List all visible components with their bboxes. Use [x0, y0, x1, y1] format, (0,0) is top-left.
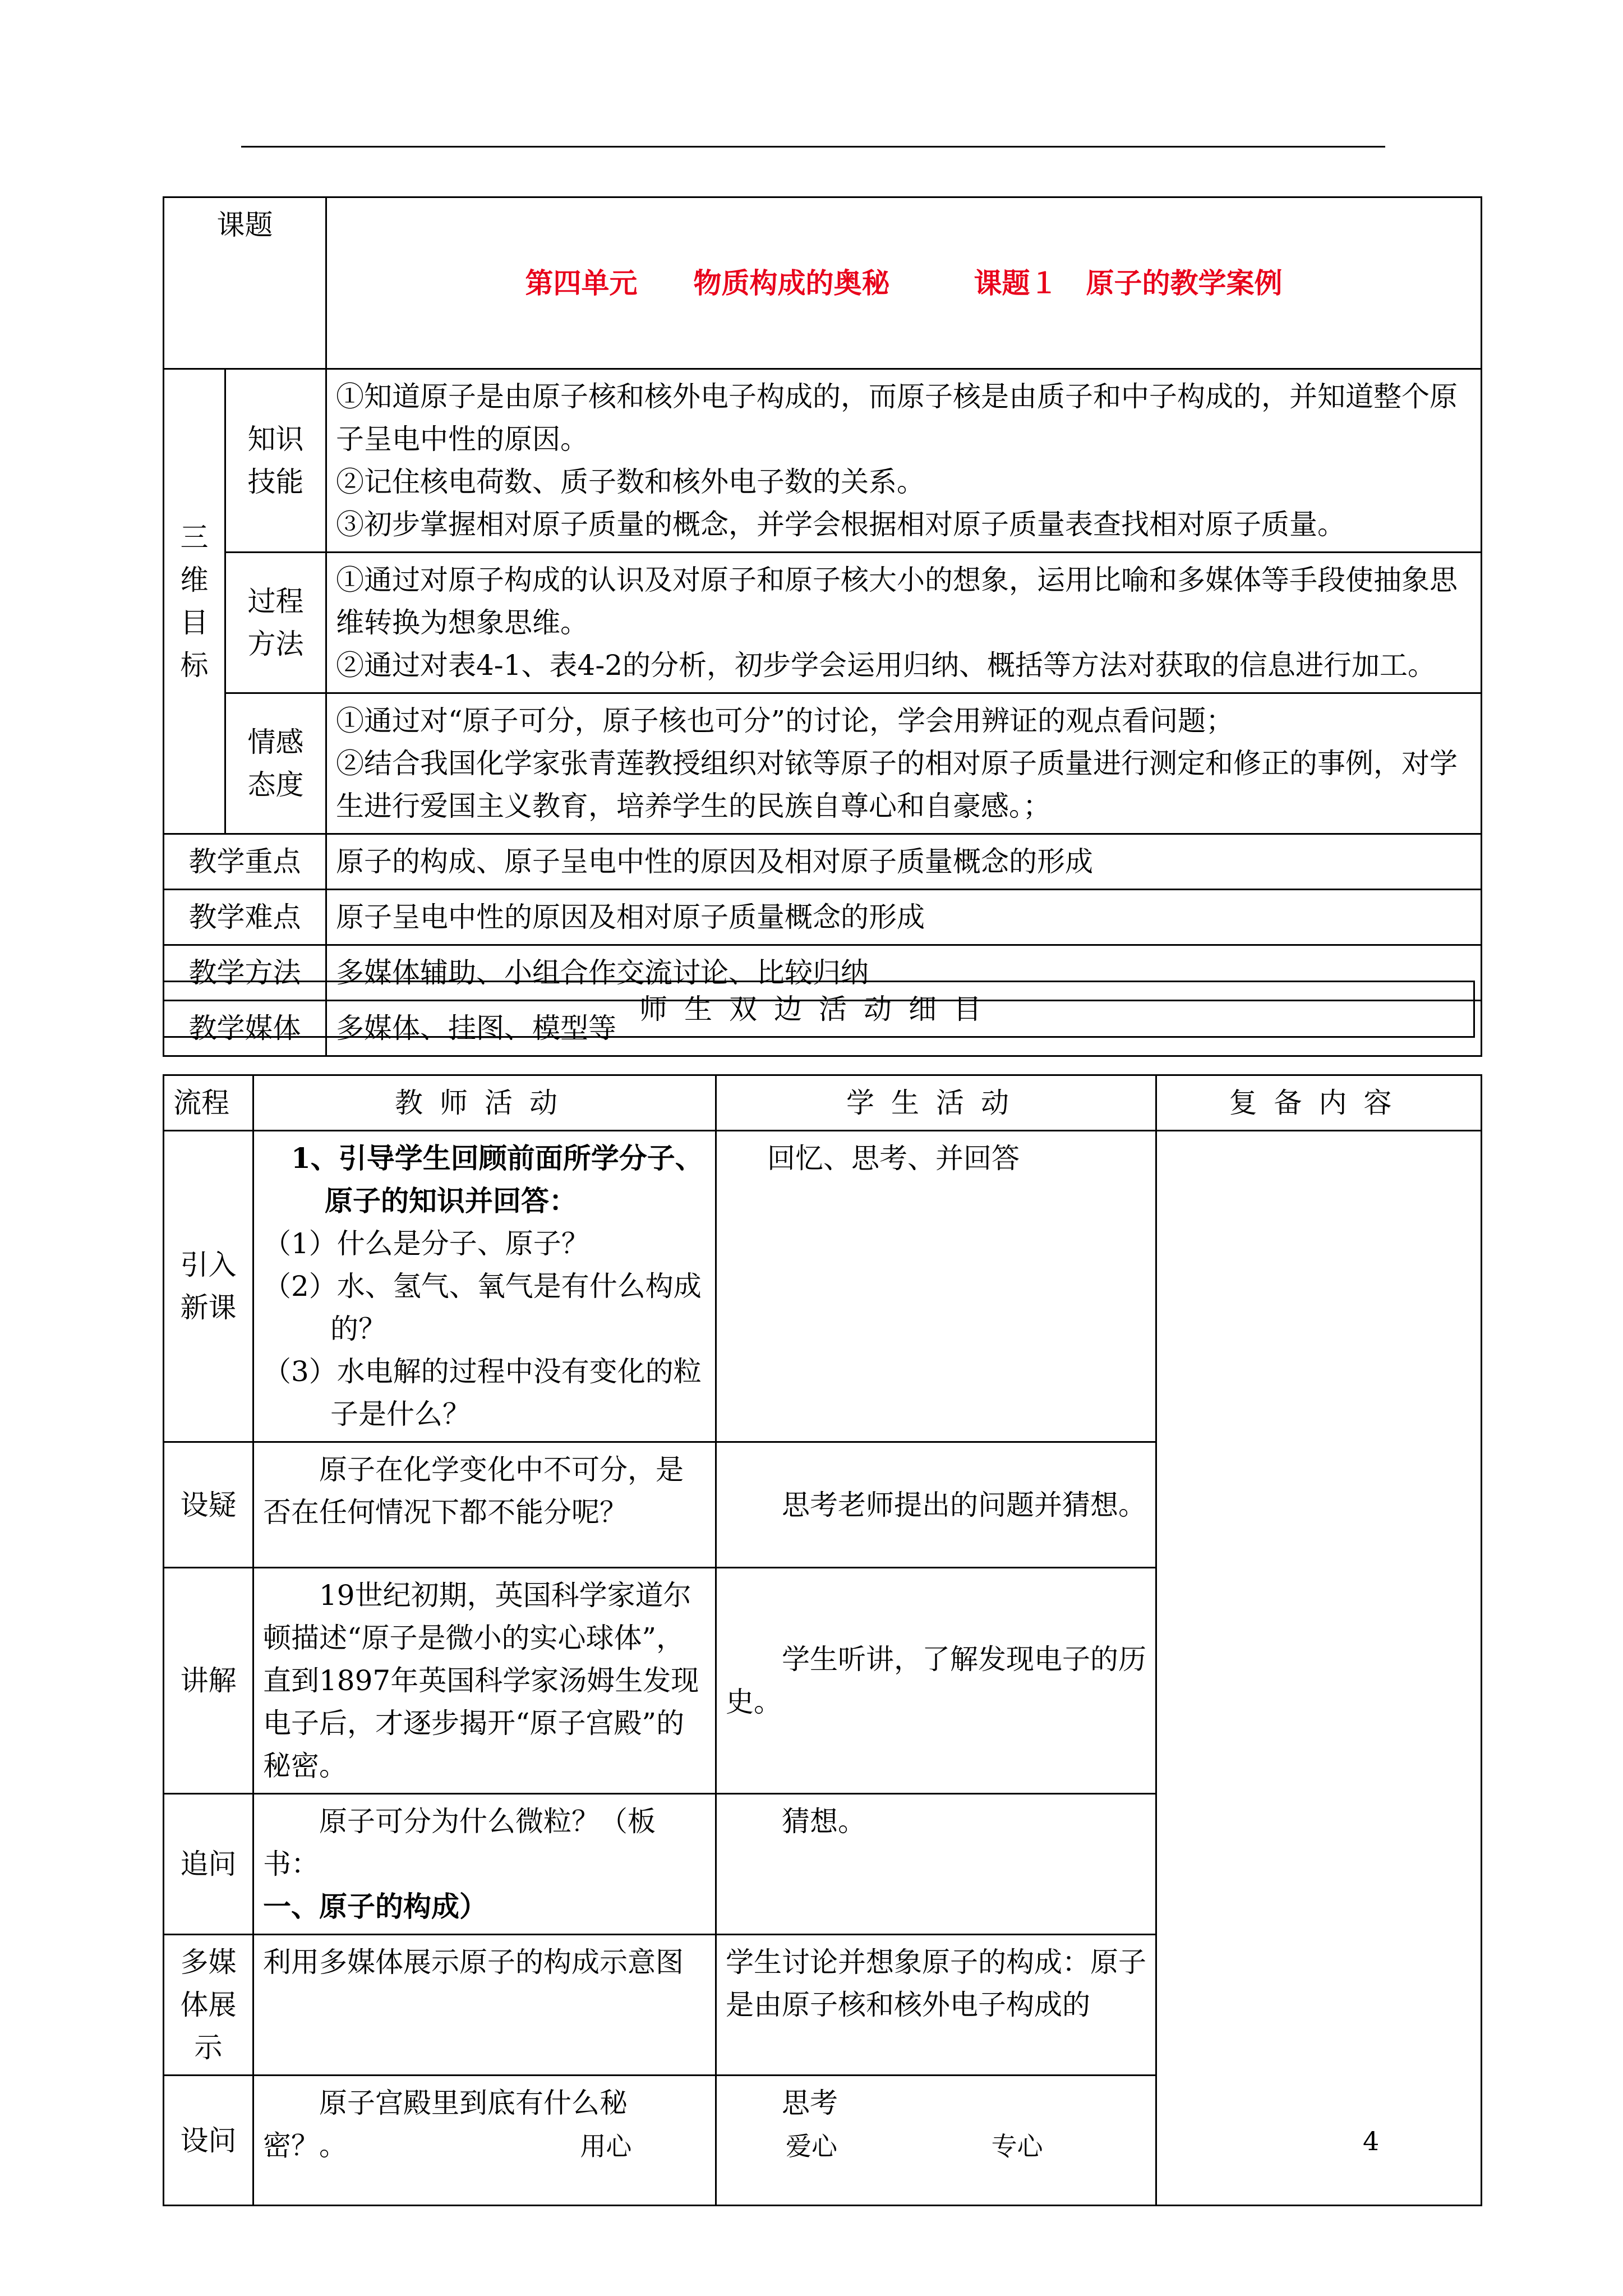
- flow-cell: 设疑: [164, 1442, 253, 1568]
- teacher-text: 原子宫殿里到底有什么秘密？。: [263, 2087, 628, 2162]
- page-number: 4: [1363, 2126, 1380, 2156]
- footer-motto: [0, 2126, 1623, 2163]
- footer-word-3: 专心: [991, 2131, 1043, 2161]
- teacher-text: 19世纪初期，英国科学家道尔顿描述“原子是微小的实心球体”，直到1897年英国科学家汤姆生发现电子后，才逐步揭开“原子宫殿”的秘密。: [263, 1579, 699, 1782]
- teacher-cell: [253, 1131, 716, 1442]
- knowledge-line-3: ③初步掌握相对原子质量的概念，并学会根据相对原子质量表查找相对原子质量。: [336, 508, 1345, 541]
- emotion-line-1: ①通过对“原子可分，原子核也可分”的讨论，学会用辨证的观点看问题；: [336, 705, 1234, 737]
- key-point-value: 原子的构成、原子呈电中性的原因及相对原子质量概念的形成: [326, 834, 1482, 890]
- teacher-item-2: （2）水、氢气、氧气是有什么构成的？: [263, 1270, 702, 1345]
- teacher-item-3: （3）水电解的过程中没有变化的粒子是什么？: [263, 1355, 702, 1430]
- knowledge-label: 知识技能: [225, 369, 326, 553]
- difficulty-label: 教学难点: [164, 890, 326, 945]
- col-teacher-header: 教师活动: [253, 1075, 716, 1131]
- activity-table: [163, 1074, 1482, 2206]
- review-cell: [1156, 1131, 1482, 2206]
- method-value: 多媒体辅助、小组合作交流讨论、比较归纳: [326, 945, 1482, 1001]
- emotion-content: [326, 693, 1482, 834]
- knowledge-line-1: ①知道原子是由原子核和核外电子构成的，而原子核是由质子和中子构成的，并知道整个原子呈电中性的原因。: [336, 380, 1458, 455]
- teacher-lead: 1、引导学生回顾前面所学分子、原子的知识并回答：: [291, 1142, 703, 1217]
- teacher-cell: [253, 1935, 716, 2076]
- knowledge-line-2: ②记住核电荷数、质子数和核外电子数的关系。: [336, 466, 925, 498]
- flow-cell: 追问: [164, 1794, 253, 1935]
- col-review-header: 复备内容: [1156, 1075, 1482, 1131]
- course-info-table: [163, 196, 1482, 1057]
- topic-title: 第四单元 物质构成的奥秘 课题１ 原子的教学案例: [326, 197, 1482, 369]
- media-value: 多媒体、挂图、模型等: [326, 1001, 1482, 1056]
- teacher-item-1: （1）什么是分子、原子？: [263, 1227, 589, 1260]
- student-cell: [716, 1794, 1156, 1935]
- process-label: 过程方法: [225, 553, 326, 693]
- student-text: 思考: [782, 2087, 838, 2119]
- col-student-header: 学生活动: [716, 1075, 1156, 1131]
- media-label: 教学媒体: [164, 1001, 326, 1056]
- activity-header-table: [163, 981, 1475, 1038]
- emotion-label: 情感态度: [225, 693, 326, 834]
- process-line-1: ①通过对原子构成的认识及对原子和原子核大小的想象，运用比喻和多媒体等手段使抽象思维转换为想象思维。: [336, 564, 1458, 639]
- teacher-bold-text: 一、原子的构成）: [263, 1890, 487, 1923]
- process-content: [326, 553, 1482, 693]
- footer-word-2: 爱心: [786, 2131, 837, 2161]
- student-cell: [716, 1442, 1156, 1568]
- student-text: 思考老师提出的问题并猜想。: [782, 1488, 1146, 1521]
- teacher-cell: [253, 1794, 716, 1935]
- teacher-text: 原子可分为什么微粒？（板书：: [263, 1805, 656, 1880]
- header-rule: [241, 146, 1385, 148]
- flow-cell: 多媒体展示: [164, 1935, 253, 2076]
- goals-label: 三维目标: [164, 369, 225, 834]
- topic-label: 课题: [164, 197, 326, 369]
- student-cell: [716, 1935, 1156, 2076]
- student-text: 学生讨论并想象原子的构成：原子是由原子核和核外电子构成的: [726, 1946, 1146, 2021]
- emotion-line-2: ②结合我国化学家张青莲教授组织对铱等原子的相对原子质量进行测定和修正的事例，对学生进行爱国主义教育，培养学生的民族自尊心和自豪感。；: [336, 747, 1458, 822]
- table-row: [164, 1131, 1482, 1442]
- footer-word-1: 用心: [580, 2131, 632, 2161]
- key-point-label: 教学重点: [164, 834, 326, 890]
- student-cell: [716, 1131, 1156, 1442]
- flow-cell: 讲解: [164, 1568, 253, 1794]
- teacher-text: 利用多媒体展示原子的构成示意图: [263, 1946, 684, 1978]
- activity-header: 师生双边活动细目: [164, 982, 1474, 1037]
- teacher-cell: [253, 1442, 716, 1568]
- difficulty-value: 原子呈电中性的原因及相对原子质量概念的形成: [326, 890, 1482, 945]
- student-text: 学生听讲，了解发现电子的历史。: [726, 1643, 1146, 1718]
- teacher-text: 原子在化学变化中不可分，是否在任何情况下都不能分呢？: [263, 1453, 684, 1529]
- process-line-2: ②通过对表4-1、表4-2的分析，初步学会运用归纳、概括等方法对获取的信息进行加工。: [336, 649, 1436, 682]
- student-text: 回忆、思考、并回答: [767, 1142, 1020, 1175]
- flow-cell: 引入新课: [164, 1131, 253, 1442]
- method-label: 教学方法: [164, 945, 326, 1001]
- student-cell: [716, 1568, 1156, 1794]
- teacher-cell: [253, 1568, 716, 1794]
- student-text: 猜想。: [782, 1805, 866, 1838]
- knowledge-content: [326, 369, 1482, 553]
- col-flow-header: 流程: [164, 1075, 253, 1131]
- flow-cell: 设问: [164, 2076, 253, 2206]
